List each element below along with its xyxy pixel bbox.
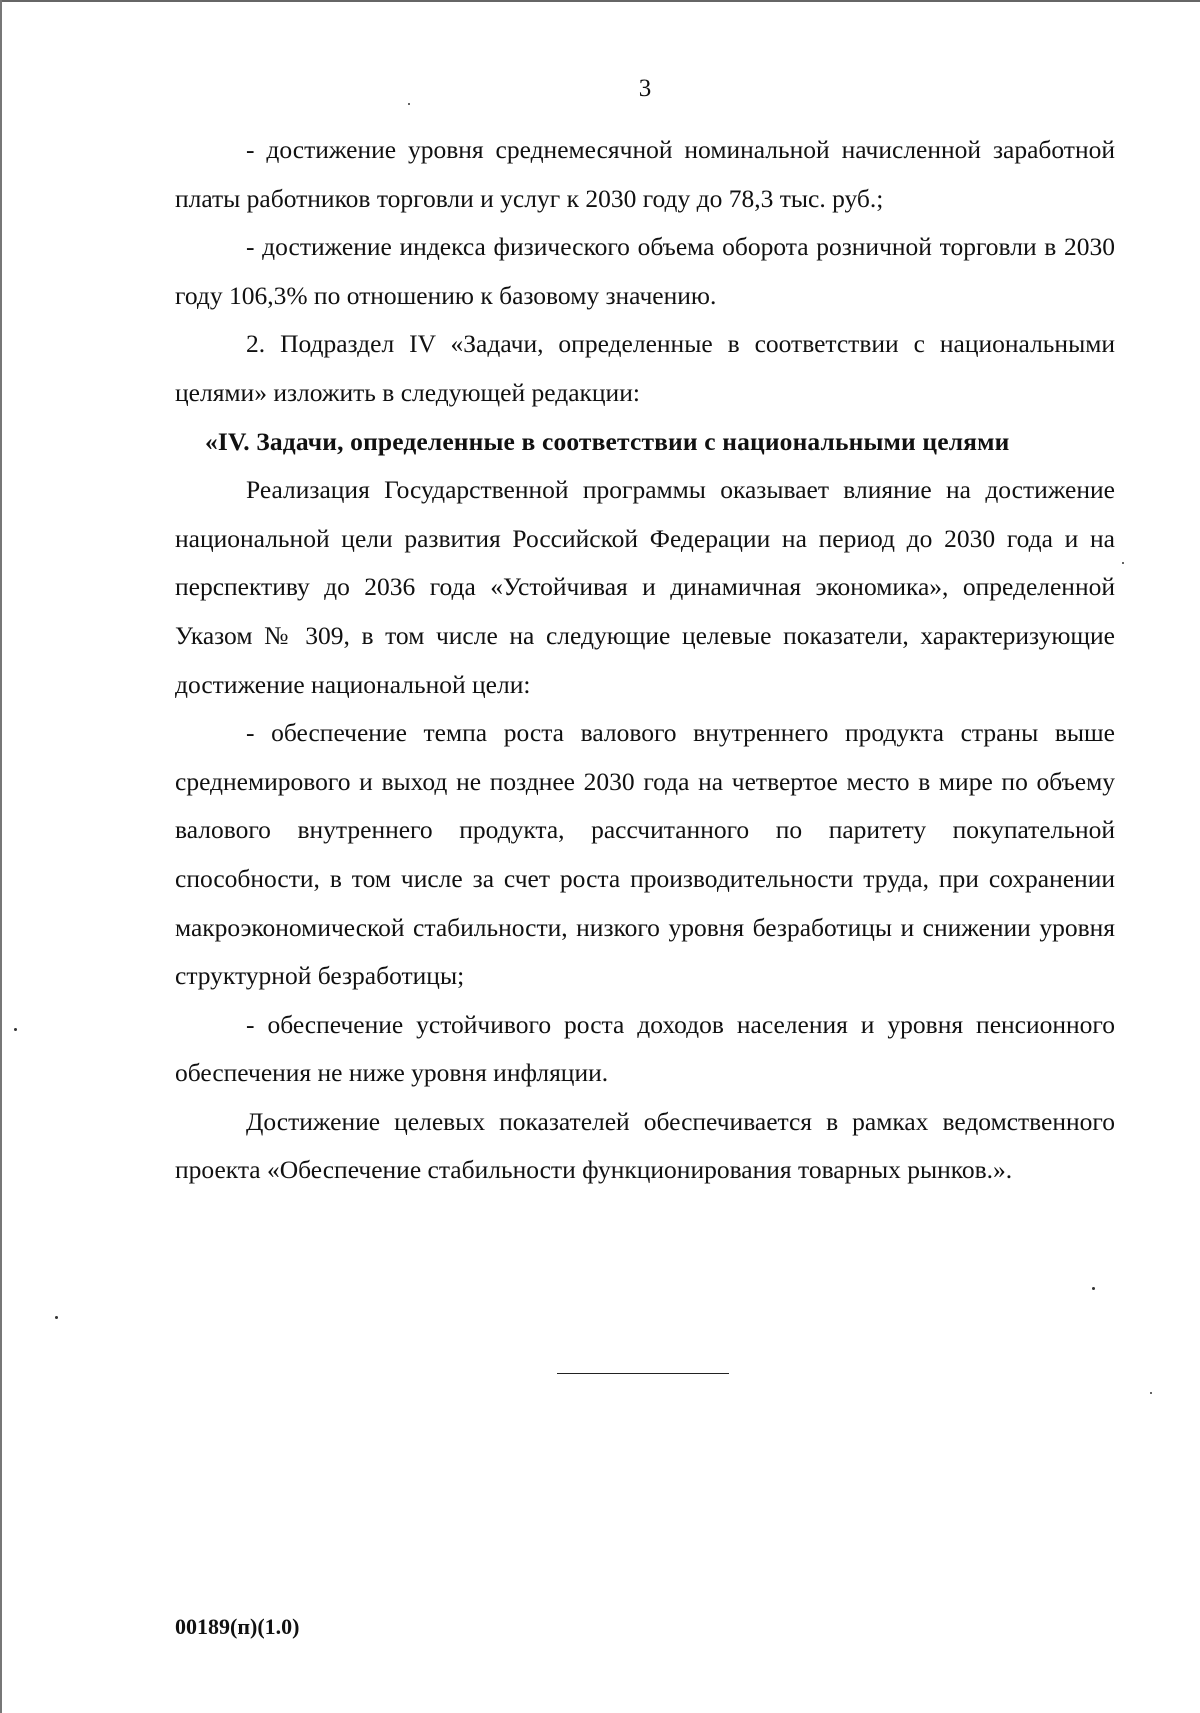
- closing-rule: [557, 1373, 729, 1374]
- scan-top-edge: [0, 0, 1200, 2]
- section-heading: «IV. Задачи, определенные в соответствии с национальными целями: [205, 426, 1010, 456]
- page-number: 3: [638, 75, 652, 102]
- scan-speck: [408, 103, 410, 105]
- scan-speck: [1122, 562, 1124, 564]
- paragraph-retail-index: - достижение индекса физического объема оборота розничной торговли в 2030 году 106,3% по отношению к базовому значению.: [175, 232, 1115, 310]
- scan-speck: [1092, 1287, 1095, 1290]
- document-code: 00189(п)(1.0): [175, 1614, 300, 1639]
- paragraph-wage-target: - достижение уровня среднемесячной номинальной начисленной заработной платы работников торговли и услуг к 2030 году до 78,3 тыс. руб.;: [175, 135, 1115, 213]
- scan-left-edge: [0, 0, 2, 1713]
- paragraph-target-achievement: Достижение целевых показателей обеспечивается в рамках ведомственного проекта «Обеспечение стабильности функционирования товарных рынков.».: [175, 1106, 1115, 1185]
- scan-speck: [1150, 1392, 1152, 1394]
- scan-speck: [14, 1028, 17, 1031]
- paragraph-item-2: 2. Подраздел IV «Задачи, определенные в соответствии с национальными целями» изложить в следующей редакции:: [175, 329, 1115, 407]
- paragraph-income-growth: - обеспечение устойчивого роста доходов населения и уровня пенсионного обеспечения не ниже уровня инфляции.: [175, 1009, 1115, 1088]
- scan-speck: [55, 1316, 58, 1319]
- paragraph-program-influence: Реализация Государственной программы оказывает влияние на достижение национальной цели развития Российской Федерации на период до 2030 года и на перспективу до 2036 года «Устойчивая и динамичная экономика», определенной Указом № 309, в том числе на следующие целевые показатели, характеризующие достижение национальной цели:: [175, 475, 1115, 699]
- document-body: [175, 126, 1115, 1195]
- paragraph-gdp-growth: - обеспечение темпа роста валового внутреннего продукта страны выше среднемирового и выход не позднее 2030 года на четвертое место в мире по объему валового внутреннего продукта, рассчитанного по паритету покупательной способности, в том числе за счет роста производительности труда, при сохранении макроэкономической стабильности, низкого уровня безработицы и снижении уровня структурной безработицы;: [175, 718, 1115, 991]
